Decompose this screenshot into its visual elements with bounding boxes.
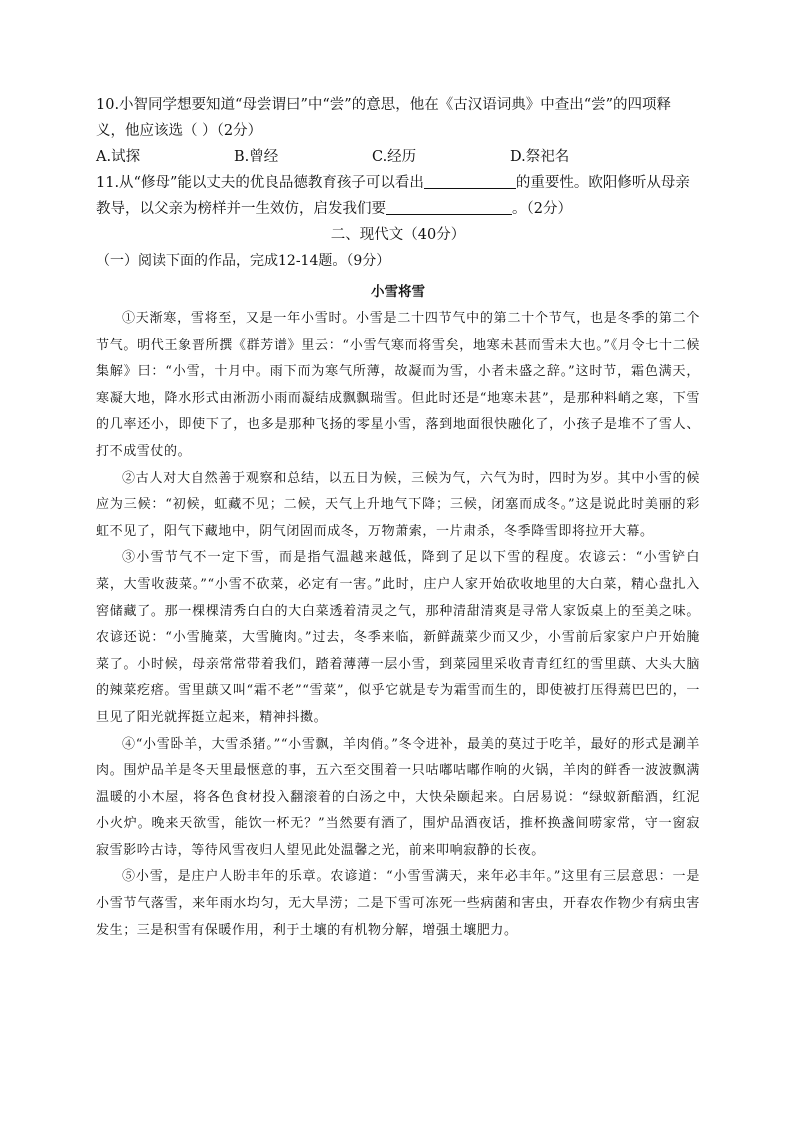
article-paragraph-1: ①天渐寒，雪将至，又是一年小雪时。小雪是二十四节气中的第二十个节气，也是冬季的第二个节气。明代王象晋所撰《群芳谱》里云：“小雪气寒而将雪矣，地寒未甚而雪未大也。”《月令七十二候集解》曰：“小雪，十月中。雨下而为寒气所薄，故凝而为雪，小者未盛之辞。”这时节，霜色满天，寒凝大地，降水形式由淅沥小雨而凝结成飘飘瑞雪。但此时还是“地寒未甚”，是那种料峭之寒，下雪的几率还小，即使下了，也多是那种飞扬的零星小雪，落到地面很快融化了，小孩子是堆不了雪人、打不成雪仗的。: [96, 311, 700, 459]
question-11-part2: 的重要性。欧阳修听从母亲教导，以父亲为榜样并一生效仿，启发我们要: [96, 175, 690, 217]
option-d: D.祭祀名: [510, 149, 570, 165]
question-10-text: 10.小智同学想要知道“母尝谓曰”中“尝”的意思，他在《古汉语词典》中查出“尝”的四项释义，他应该选（ ）（2分）: [96, 97, 672, 139]
answer-blank-2[interactable]: [386, 198, 512, 215]
exam-page: [96, 92, 700, 944]
question-11-part3: 。（2分）: [512, 201, 572, 217]
question-11-part1: 11.从“修母”能以丈夫的优良品德教育孩子可以看出: [96, 175, 424, 191]
option-c: C.经历: [372, 149, 417, 165]
option-a: A.试探: [96, 149, 141, 165]
subsection-heading: （一）阅读下面的作品，完成12-14题。（9分）: [96, 253, 391, 269]
article-paragraph-5: ⑤小雪，是庄户人盼丰年的乐章。农谚道：“小雪雪满天，来年必丰年。”这里有三层意思：一是小雪节气落雪，来年雨水均匀，无大旱涝；二是下雪可冻死一些病菌和害虫，开春农作物少有病虫害发生；三是积雪有保暖作用，利于土壤的有机物分解，增强土壤肥力。: [96, 869, 700, 938]
section-title: 二、现代文（40分）: [330, 227, 466, 243]
article-paragraph-2: ②古人对大自然善于观察和总结，以五日为候，三候为气，六气为时，四时为岁。其中小雪的候应为三候：“初候，虹藏不见；二候，天气上升地气下降；三候，闭塞而成冬。”这是说此时美丽的彩虹不见了，阳气下藏地中，阴气闭固而成冬，万物萧索，一片肃杀，冬季降雪即将拉开大幕。: [96, 470, 700, 539]
article-paragraph-4: ④“小雪卧羊，大雪杀猪。”“小雪飘，羊肉俏。”冬令进补，最美的莫过于吃羊，最好的形式是涮羊肉。围炉品羊是冬天里最惬意的事，五六至交围着一只咕嘟咕嘟作响的火锅，羊肉的鲜香一波波飘满温暖的小木屋，将各色食材投入翻滚着的白汤之中，大快朵颐起来。白居易说：“绿蚁新醅酒，红泥小火炉。晚来天欲雪，能饮一杯无？”当然要有酒了，围炉品酒夜话，推杯换盏间唠家常，守一窗寂寂雪影吟古诗，等待风雪夜归人望见此处温馨之光，前来叩响寂静的长夜。: [96, 736, 700, 858]
option-b: B.曾经: [234, 149, 279, 165]
question-11: [96, 170, 700, 222]
question-10-options: [96, 144, 700, 170]
answer-blank-1[interactable]: [424, 172, 516, 189]
article-paragraph-3: ③小雪节气不一定下雪，而是指气温越来越低，降到了足以下雪的程度。农谚云：“小雪铲白菜，大雪收菠菜。”“小雪不砍菜，必定有一害。”此时，庄户人家开始砍收地里的大白菜，精心盘扎入窖储藏了。那一棵棵清秀白白的大白菜透着清灵之气，那种清甜清爽是寻常人家饭桌上的至美之味。农谚还说：“小雪腌菜，大雪腌肉。”过去，冬季来临，新鲜蔬菜少而又少，小雪前后家家户户开始腌菜了。小时候，母亲常常带着我们，踏着薄薄一层小雪，到菜园里采收青青红红的雪里蕻、大头大脑的辣菜疙瘩。雪里蕻又叫“霜不老”“雪菜”，似乎它就是专为霜雪而生的，即使被打压得蔫巴巴的，一旦见了阳光就挥挺立起来，精神抖擞。: [96, 550, 700, 725]
article-title: 小雪将雪: [371, 284, 425, 300]
question-10: [96, 92, 700, 144]
